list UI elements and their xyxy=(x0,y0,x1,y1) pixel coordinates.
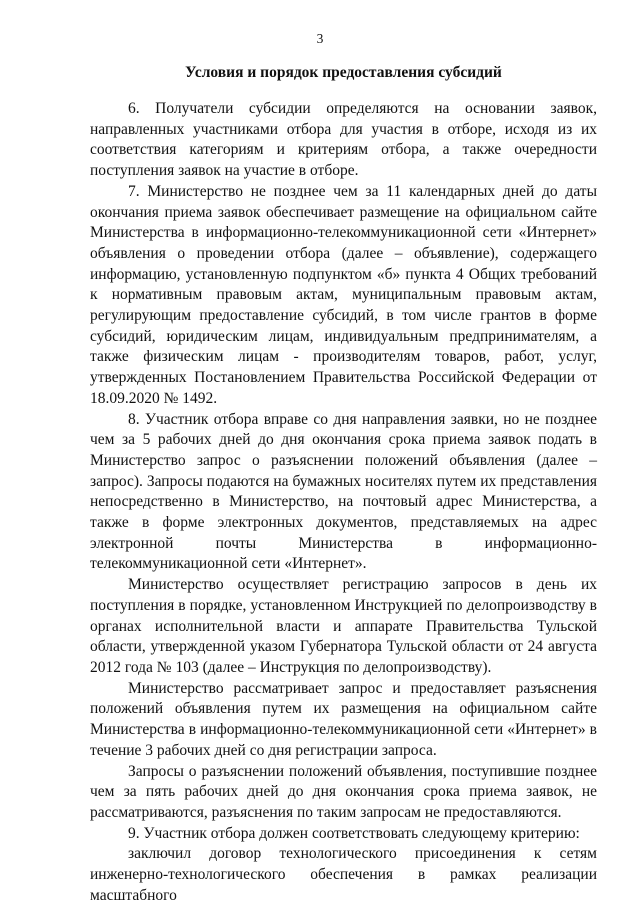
paragraph-criterion: заключил договор технологического присоединения к сетям инженерно-технологического обеспечения в рамках реализации масштабного xyxy=(90,845,597,904)
paragraph-7: 7. Министерство не позднее чем за 11 календарных дней до даты окончания приема заявок обеспечивает размещение на официальном сайте Министерства в информационно-телекоммуникационной сети «Интернет» объявления о проведении отбора (далее – объявление), содержащего информацию, установленную подпунктом «б» пункта 4 Общих требований к нормативным правовым актам, муниципальным правовым актам, регулирующим предоставление субсидий, в том числе грантов в форме субсидий, юридическим лицам, индивидуальным предпринимателям, а также физическим лицам - производителям товаров, работ, услуг, утвержденных Постановлением Правительства Российской Федерации от 18.09.2020 № 1492. xyxy=(90,182,597,407)
section-heading: Условия и порядок предоставления субсидий xyxy=(185,64,502,81)
paragraph-clarification: Министерство рассматривает запрос и предоставляет разъяснения положений объявления путем их размещения на официальном сайте Министерства в информационно-телекоммуникационной сети «Интернет» в течение 3 рабочих дней со дня регистрации запроса. xyxy=(90,679,597,759)
document-body xyxy=(90,99,597,906)
paragraph-registration: Министерство осуществляет регистрацию запросов в день их поступления в порядке, установленном Инструкцией по делопроизводству в органах исполнительной власти и аппарате Правительства Тульской области, утвержденной указом Губернатора Тульской области от 24 августа 2012 года № 103 (далее – Инструкция по делопроизводству). xyxy=(90,576,597,676)
paragraph-6: 6. Получатели субсидии определяются на основании заявок, направленных участниками отбора для участия в отборе, исходя из их соответствия категориям и критериям отбора, а также очередности поступления заявок на участие в отборе. xyxy=(90,100,597,180)
paragraph-9: 9. Участник отбора должен соответствовать следующему критерию: xyxy=(128,824,580,842)
paragraph-late-requests: Запросы о разъяснении положений объявления, поступившие позднее чем за пять рабочих дней до дня окончания срока приема заявок, не рассматриваются, разъяснения по таким запросам не предоставляются. xyxy=(90,762,597,821)
paragraph-8: 8. Участник отбора вправе со дня направления заявки, но не позднее чем за 5 рабочих дней до дня окончания срока приема заявок подать в Министерство запрос о разъяснении положений объявления (далее – запрос). Запросы подаются на бумажных носителях путем их представления непосредственно в Министерство, на почтовый адрес Министерства, а также в форме электронных документов, представляемых на адрес электронной почты Министерства в информационно-телекоммуникационной сети «Интернет». xyxy=(90,410,597,573)
page-number: 3 xyxy=(316,31,324,46)
